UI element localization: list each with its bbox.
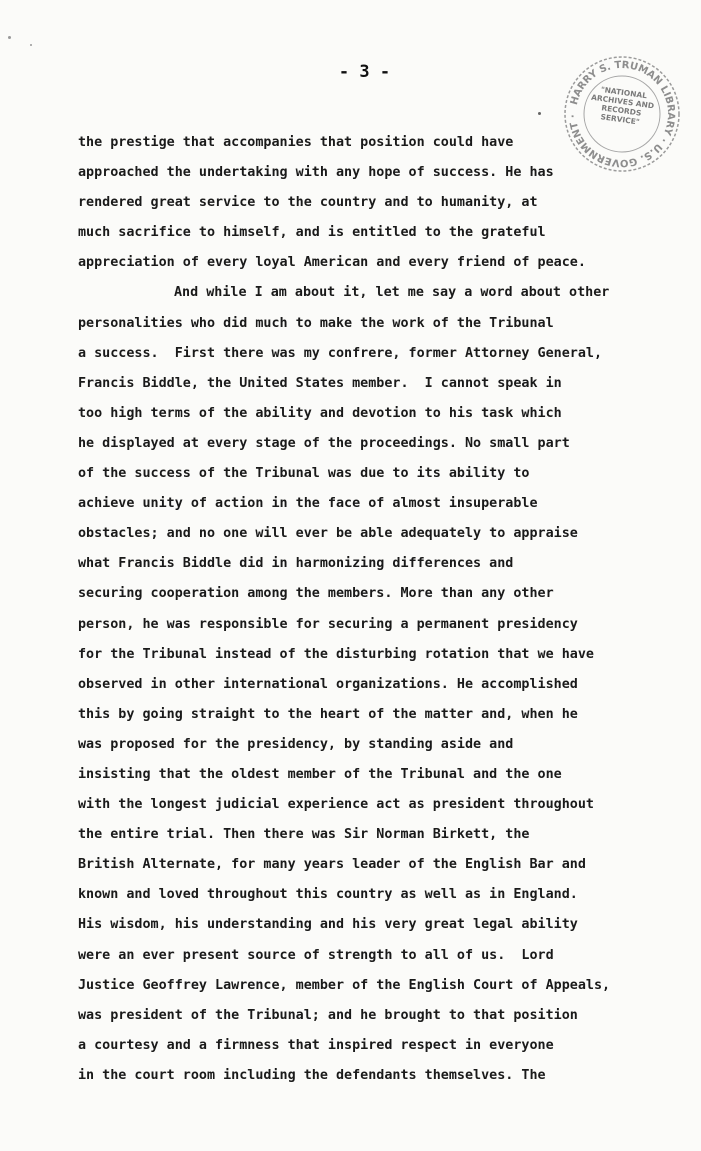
stamp-center-text: "NATIONAL ARCHIVES AND RECORDS SERVICE"	[590, 84, 655, 127]
text-line: obstacles; and no one will ever be able adequately to appraise	[78, 526, 578, 542]
text-line: His wisdom, his understanding and his very great legal ability	[78, 917, 578, 933]
text-line: in the court room including the defendants themselves. The	[78, 1067, 546, 1083]
text-line: observed in other international organizations. He accomplished	[78, 676, 578, 692]
text-line: too high terms of the ability and devotion to his task which	[78, 405, 562, 421]
text-line: much sacrifice to himself, and is entitled to the grateful	[78, 225, 546, 241]
text-line: was proposed for the presidency, by standing aside and	[78, 736, 514, 752]
text-line: were an ever present source of strength to all of us. Lord	[78, 947, 554, 963]
text-line: was president of the Tribunal; and he brought to that position	[78, 1007, 578, 1023]
svg-text:HARRY S. TRUMAN LIBRARY · U.S.: HARRY S. TRUMAN LIBRARY · U.S. GOVERNMENT ·	[567, 59, 677, 169]
text-line: with the longest judicial experience act as president throughout	[78, 797, 594, 813]
text-line: Justice Geoffrey Lawrence, member of the English Court of Appeals,	[78, 977, 611, 993]
text-line: British Alternate, for many years leader of the English Bar and	[78, 857, 586, 873]
text-line: personalities who did much to make the work of the Tribunal	[78, 315, 554, 331]
text-line: a courtesy and a firmness that inspired respect in everyone	[78, 1037, 554, 1053]
text-line: rendered great service to the country and to humanity, at	[78, 195, 538, 211]
text-line: Francis Biddle, the United States member. I cannot speak in	[78, 375, 562, 391]
text-line: securing cooperation among the members. More than any other	[78, 586, 554, 602]
letter-body	[78, 128, 678, 1091]
text-line: appreciation of every loyal American and every friend of peace.	[78, 255, 586, 271]
text-line: the prestige that accompanies that position could have	[78, 135, 514, 150]
text-line: achieve unity of action in the face of almost insuperable	[78, 496, 538, 512]
page-number: - 3 -	[338, 62, 391, 82]
text-line: insisting that the oldest member of the Tribunal and the one	[78, 766, 562, 782]
text-line: what Francis Biddle did in harmonizing differences and	[78, 556, 514, 572]
text-line: person, he was responsible for securing a permanent presidency	[78, 616, 578, 632]
text-line: a success. First there was my confrere, former Attorney General,	[78, 345, 603, 361]
text-line: for the Tribunal instead of the disturbing rotation that we have	[78, 646, 594, 662]
text-line: he displayed at every stage of the proceedings. No small part	[78, 435, 570, 451]
text-line: approached the undertaking with any hope of success. He has	[78, 165, 554, 181]
text-line-paragraph-start: And while I am about it, let me say a word about other	[174, 285, 610, 301]
paper-speck	[8, 36, 11, 39]
text-line: the entire trial. Then there was Sir Norman Birkett, the	[78, 827, 530, 843]
paper-speck	[30, 44, 32, 46]
text-line: of the success of the Tribunal was due to its ability to	[78, 466, 530, 482]
paper-speck	[538, 112, 541, 115]
text-line: known and loved throughout this country as well as in England.	[78, 887, 578, 903]
text-line: this by going straight to the heart of the matter and, when he	[78, 706, 578, 722]
